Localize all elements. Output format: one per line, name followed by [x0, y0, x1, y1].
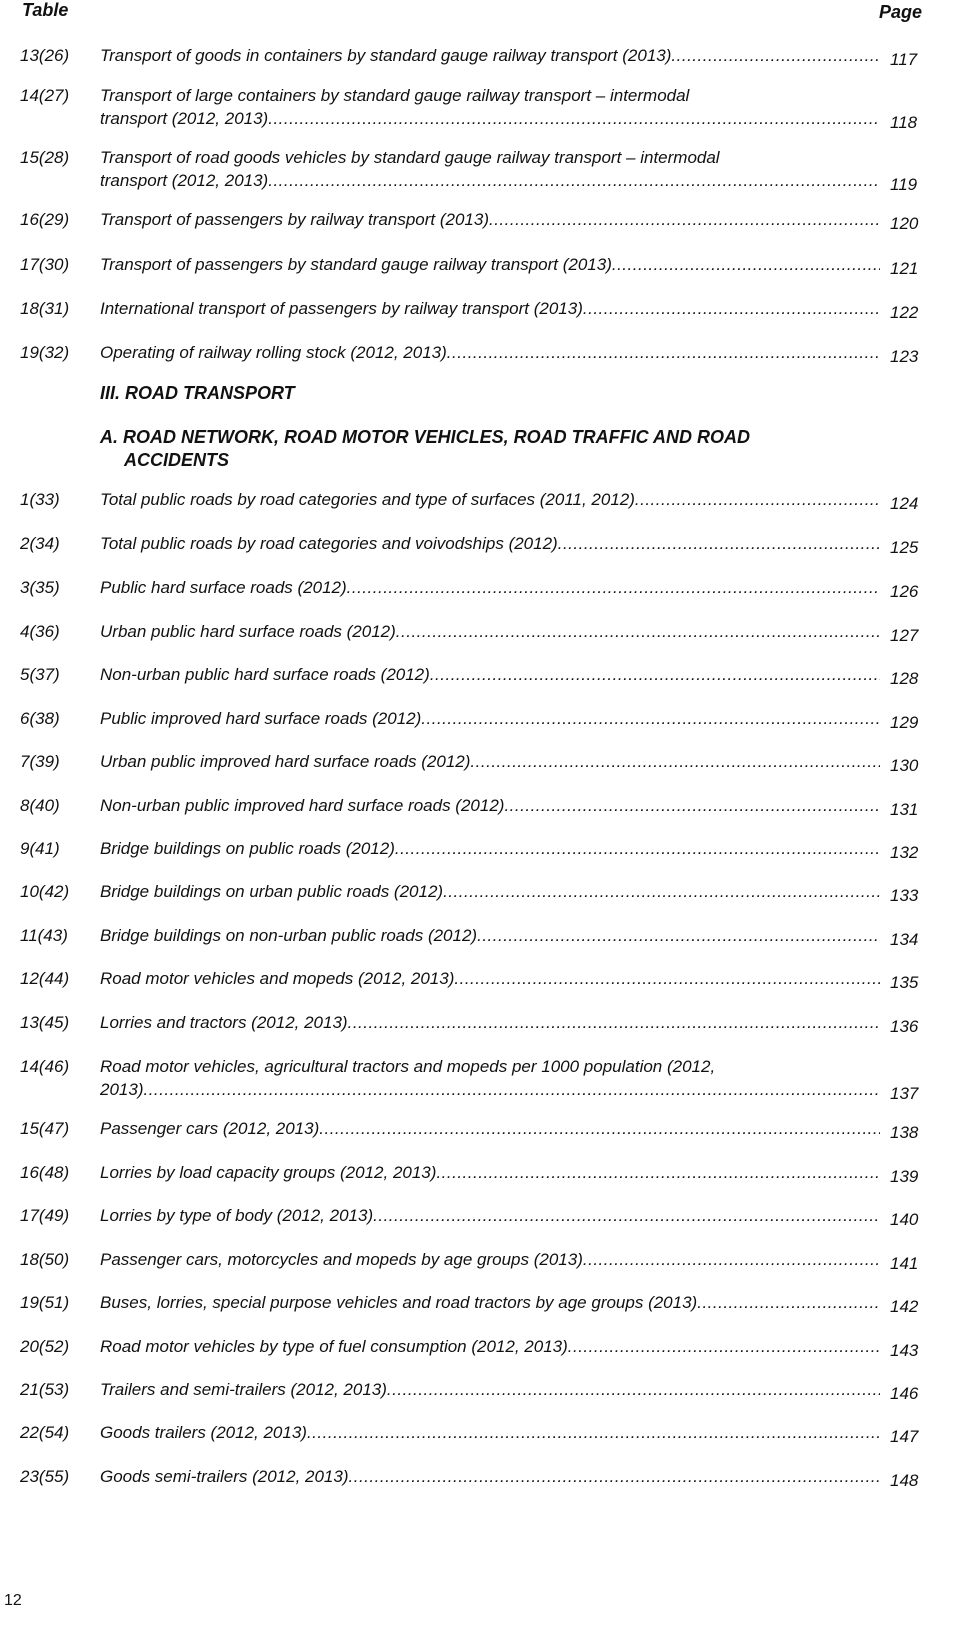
dot-leader — [583, 1248, 880, 1271]
toc-entry-title-lastline — [100, 1204, 880, 1227]
toc-entry-number: 4(36) — [20, 622, 60, 641]
dot-leader — [612, 253, 880, 276]
toc-entry-title-lastline — [100, 837, 880, 860]
toc-entry-title — [100, 750, 900, 773]
toc-entry-title-line: Trailers and semi-trailers (2012, 2013) — [100, 1380, 387, 1399]
dot-leader — [395, 837, 880, 860]
toc-entry-page: 133 — [890, 886, 919, 905]
toc-entry-title-lastline — [100, 532, 880, 555]
dot-leader — [268, 169, 880, 192]
toc-entry-page: 123 — [890, 347, 919, 366]
toc-entry-title-lastline — [100, 794, 880, 817]
toc-entry-title-line: Bridge buildings on non-urban public roads (2012) — [100, 926, 478, 945]
toc-entry-number: 20(52) — [20, 1337, 70, 1356]
toc-entry-title-lastline — [100, 1161, 880, 1184]
dot-leader — [268, 107, 880, 130]
toc-entry-number: 16(48) — [20, 1163, 70, 1182]
toc-entry-title — [100, 341, 900, 364]
toc-entry-title-line: Road motor vehicles, agricultural tractors and mopeds per 1000 population (2012, — [100, 1057, 716, 1076]
toc-entry-title — [100, 967, 900, 990]
dot-leader — [568, 1335, 880, 1358]
toc-entry-title-lastline — [100, 1011, 880, 1034]
dot-leader — [558, 532, 880, 555]
toc-entry-title — [100, 44, 900, 67]
toc-entry-title-lastline — [100, 253, 880, 276]
toc-entry-page: 146 — [890, 1384, 919, 1403]
dot-leader — [421, 707, 880, 730]
toc-entry-page: 121 — [890, 259, 919, 278]
dot-leader — [443, 880, 880, 903]
toc-entry-title-lastline — [100, 1291, 880, 1314]
toc-entry-title — [100, 488, 900, 511]
toc-entry-title-line: Transport of goods in containers by standard gauge railway transport (2013) — [100, 46, 672, 65]
toc-entry-page: 147 — [890, 1427, 919, 1446]
toc-entry-title — [100, 208, 900, 231]
toc-entry-page: 142 — [890, 1297, 919, 1316]
toc-entry-title-line: Total public roads by road categories and voivodships (2012) — [100, 534, 558, 553]
toc-entry-title-lastline — [100, 1248, 880, 1271]
dot-leader — [477, 924, 880, 947]
header-table-label: Table — [22, 0, 69, 20]
toc-entry-number: 19(51) — [20, 1293, 70, 1312]
toc-entry-page: 130 — [890, 756, 919, 775]
toc-entry-title-line: 2013) — [100, 1080, 144, 1099]
dot-leader — [347, 576, 880, 599]
toc-entry-number: 8(40) — [20, 796, 60, 815]
toc-entry-number: 14(46) — [20, 1057, 70, 1076]
dot-leader — [430, 663, 880, 686]
toc-entry-page: 141 — [890, 1254, 919, 1273]
footer-page-number: 12 — [4, 1592, 22, 1609]
toc-entry-number: 18(50) — [20, 1250, 70, 1269]
toc-entry-title — [100, 1291, 900, 1314]
toc-entry-number: 22(54) — [20, 1423, 70, 1442]
toc-entry-title-line: Operating of railway rolling stock (2012, 2013) — [100, 343, 447, 362]
toc-entry-title-lastline — [100, 169, 880, 192]
toc-entry-title-lastline — [100, 924, 880, 947]
toc-entry-title — [100, 84, 900, 130]
dot-leader — [348, 1011, 880, 1034]
dot-leader — [387, 1378, 880, 1401]
toc-entry-title — [100, 924, 900, 947]
dot-leader — [319, 1117, 880, 1140]
toc-entry-number: 13(26) — [20, 46, 70, 65]
toc-entry-page: 119 — [890, 175, 918, 194]
toc-entry-number: 3(35) — [20, 578, 60, 597]
subsection-line: ACCIDENTS — [124, 450, 230, 470]
toc-entry-title-line: Transport of large containers by standard gauge railway transport – intermodal — [100, 86, 690, 105]
toc-entry-title-line: Transport of road goods vehicles by standard gauge railway transport – intermodal — [100, 148, 720, 167]
toc-entry-title-lastline — [100, 620, 880, 643]
toc-entry-page: 117 — [890, 50, 918, 69]
subsection-road-network — [100, 426, 750, 472]
toc-entry-title-line: Urban public improved hard surface roads (2012) — [100, 752, 471, 771]
toc-entry-title-line: transport (2012, 2013) — [100, 109, 269, 128]
toc-entry-page: 125 — [890, 538, 919, 557]
toc-entry-number: 18(31) — [20, 299, 70, 318]
toc-entry-title — [100, 1465, 900, 1488]
toc-entry-title-lastline — [100, 576, 880, 599]
toc-entry-number: 1(33) — [20, 490, 60, 509]
toc-entry-title-lastline — [100, 297, 880, 320]
toc-entry-title-line: Non-urban public hard surface roads (2012) — [100, 665, 430, 684]
toc-entry-title-line: Lorries by load capacity groups (2012, 2013) — [100, 1163, 437, 1182]
dot-leader — [436, 1161, 880, 1184]
toc-entry-number: 6(38) — [20, 709, 60, 728]
toc-entry-title-line: Buses, lorries, special purpose vehicles and road tractors by age groups (2013) — [100, 1293, 698, 1312]
subsection-line: A. ROAD NETWORK, ROAD MOTOR VEHICLES, ROAD TRAFFIC AND ROAD — [100, 427, 750, 447]
toc-entry-title-lastline — [100, 880, 880, 903]
toc-entry-title-line: Lorries and tractors (2012, 2013) — [100, 1013, 348, 1032]
toc-entry-page: 135 — [890, 973, 919, 992]
toc-entry-title — [100, 663, 900, 686]
toc-entry-title-line: Transport of passengers by railway transport (2013) — [100, 210, 489, 229]
toc-entry-title — [100, 576, 900, 599]
dot-leader — [489, 208, 880, 231]
toc-entry-title — [100, 297, 900, 320]
toc-entry-title-lastline — [100, 663, 880, 686]
toc-entry-title — [100, 1011, 900, 1034]
toc-entry-number: 12(44) — [20, 969, 70, 988]
toc-entry-number: 17(49) — [20, 1206, 70, 1225]
toc-entry-page: 134 — [890, 930, 919, 949]
toc-entry-number: 15(28) — [20, 148, 70, 167]
toc-entry-title-line: Passenger cars, motorcycles and mopeds by age groups (2013) — [100, 1250, 583, 1269]
toc-entry-title-line: Non-urban public improved hard surface roads (2012) — [100, 796, 505, 815]
toc-entry-title-line: Urban public hard surface roads (2012) — [100, 622, 396, 641]
dot-leader — [671, 44, 880, 67]
toc-entry-title — [100, 837, 900, 860]
toc-entry-number: 21(53) — [20, 1380, 70, 1399]
toc-entry-title — [100, 1335, 900, 1358]
dot-leader — [504, 794, 880, 817]
toc-entry-page: 126 — [890, 582, 919, 601]
toc-entry-title — [100, 620, 900, 643]
toc-entry-number: 23(55) — [20, 1467, 70, 1486]
toc-entry-title — [100, 707, 900, 730]
toc-entry-number: 10(42) — [20, 882, 70, 901]
toc-entry-page: 137 — [890, 1084, 919, 1103]
toc-entry-page: 138 — [890, 1123, 919, 1142]
toc-entry-title-line: Total public roads by road categories and type of surfaces (2011, 2012) — [100, 490, 635, 509]
dot-leader — [349, 1465, 880, 1488]
toc-entry-title — [100, 1378, 900, 1401]
toc-entry-title — [100, 1248, 900, 1271]
dot-leader — [143, 1078, 880, 1101]
toc-entry-title — [100, 1055, 900, 1101]
toc-entry-title-lastline — [100, 750, 880, 773]
dot-leader — [470, 750, 880, 773]
toc-entry-title — [100, 146, 900, 192]
toc-entry-page: 131 — [890, 800, 919, 819]
toc-entry-title-line: transport (2012, 2013) — [100, 171, 269, 190]
toc-entry-page: 128 — [890, 669, 919, 688]
toc-entry-number: 19(32) — [20, 343, 70, 362]
toc-entry-number: 15(47) — [20, 1119, 70, 1138]
toc-entry-title — [100, 880, 900, 903]
toc-entry-title-lastline — [100, 208, 880, 231]
toc-entry-title — [100, 1117, 900, 1140]
toc-entry-title-line: Goods trailers (2012, 2013) — [100, 1423, 307, 1442]
toc-entry-number: 7(39) — [20, 752, 60, 771]
dot-leader — [447, 341, 880, 364]
dot-leader — [583, 297, 880, 320]
toc-entry-title-lastline — [100, 967, 880, 990]
toc-entry-title-lastline — [100, 488, 880, 511]
toc-entry-title-line: Transport of passengers by standard gauge railway transport (2013) — [100, 255, 612, 274]
toc-entry-title-lastline — [100, 341, 880, 364]
toc-entry-page: 148 — [890, 1471, 919, 1490]
toc-entry-title-lastline — [100, 107, 880, 130]
toc-entry-title-line: Public hard surface roads (2012) — [100, 578, 347, 597]
dot-leader — [396, 620, 880, 643]
toc-entry-title-line: Passenger cars (2012, 2013) — [100, 1119, 320, 1138]
toc-entry-page: 132 — [890, 843, 919, 862]
header-page-label: Page — [878, 2, 922, 22]
toc-entry-page: 143 — [890, 1341, 919, 1360]
dot-leader — [697, 1291, 880, 1314]
toc-entry-title — [100, 1161, 900, 1184]
toc-entry-page: 127 — [890, 626, 919, 645]
toc-entry-title — [100, 1204, 900, 1227]
toc-entry-title-line: Goods semi-trailers (2012, 2013) — [100, 1467, 349, 1486]
toc-entry-title-line: Lorries by type of body (2012, 2013) — [100, 1206, 374, 1225]
toc-entry-title-lastline — [100, 707, 880, 730]
section-road-transport: III. ROAD TRANSPORT — [100, 383, 295, 403]
toc-entry-title-line: Road motor vehicles by type of fuel consumption (2012, 2013) — [100, 1337, 568, 1356]
toc-entry-title-lastline — [100, 44, 880, 67]
toc-entry-title-line: Public improved hard surface roads (2012) — [100, 709, 422, 728]
toc-entry-title-lastline — [100, 1078, 880, 1101]
toc-entry-title — [100, 253, 900, 276]
toc-entry-page: 129 — [890, 713, 919, 732]
toc-entry-page: 136 — [890, 1017, 919, 1036]
toc-entry-page: 124 — [890, 494, 919, 513]
toc-entry-title-line: Bridge buildings on urban public roads (2012) — [100, 882, 444, 901]
dot-leader — [307, 1421, 880, 1444]
toc-entry-title-line: International transport of passengers by railway transport (2013) — [100, 299, 583, 318]
toc-entry-number: 5(37) — [20, 665, 60, 684]
dot-leader — [454, 967, 880, 990]
toc-entry-number: 14(27) — [20, 86, 70, 105]
toc-entry-page: 120 — [890, 214, 919, 233]
toc-entry-number: 2(34) — [20, 534, 60, 553]
toc-entry-title-line: Bridge buildings on public roads (2012) — [100, 839, 395, 858]
toc-entry-number: 17(30) — [20, 255, 70, 274]
toc-entry-title — [100, 1421, 900, 1444]
toc-entry-title-lastline — [100, 1117, 880, 1140]
toc-entry-title-lastline — [100, 1465, 880, 1488]
toc-entry-number: 11(43) — [20, 926, 68, 945]
toc-entry-title-lastline — [100, 1378, 880, 1401]
toc-entry-title-lastline — [100, 1335, 880, 1358]
toc-entry-page: 122 — [890, 303, 919, 322]
toc-entry-title-line: Road motor vehicles and mopeds (2012, 2013) — [100, 969, 455, 988]
toc-entry-number: 16(29) — [20, 210, 70, 229]
dot-leader — [373, 1204, 880, 1227]
toc-entry-page: 118 — [890, 113, 918, 132]
toc-entry-title — [100, 532, 900, 555]
toc-entry-page: 140 — [890, 1210, 919, 1229]
toc-entry-number: 13(45) — [20, 1013, 70, 1032]
toc-entry-number: 9(41) — [20, 839, 60, 858]
dot-leader — [635, 488, 880, 511]
toc-entry-title — [100, 794, 900, 817]
toc-entry-title-lastline — [100, 1421, 880, 1444]
toc-entry-page: 139 — [890, 1167, 919, 1186]
